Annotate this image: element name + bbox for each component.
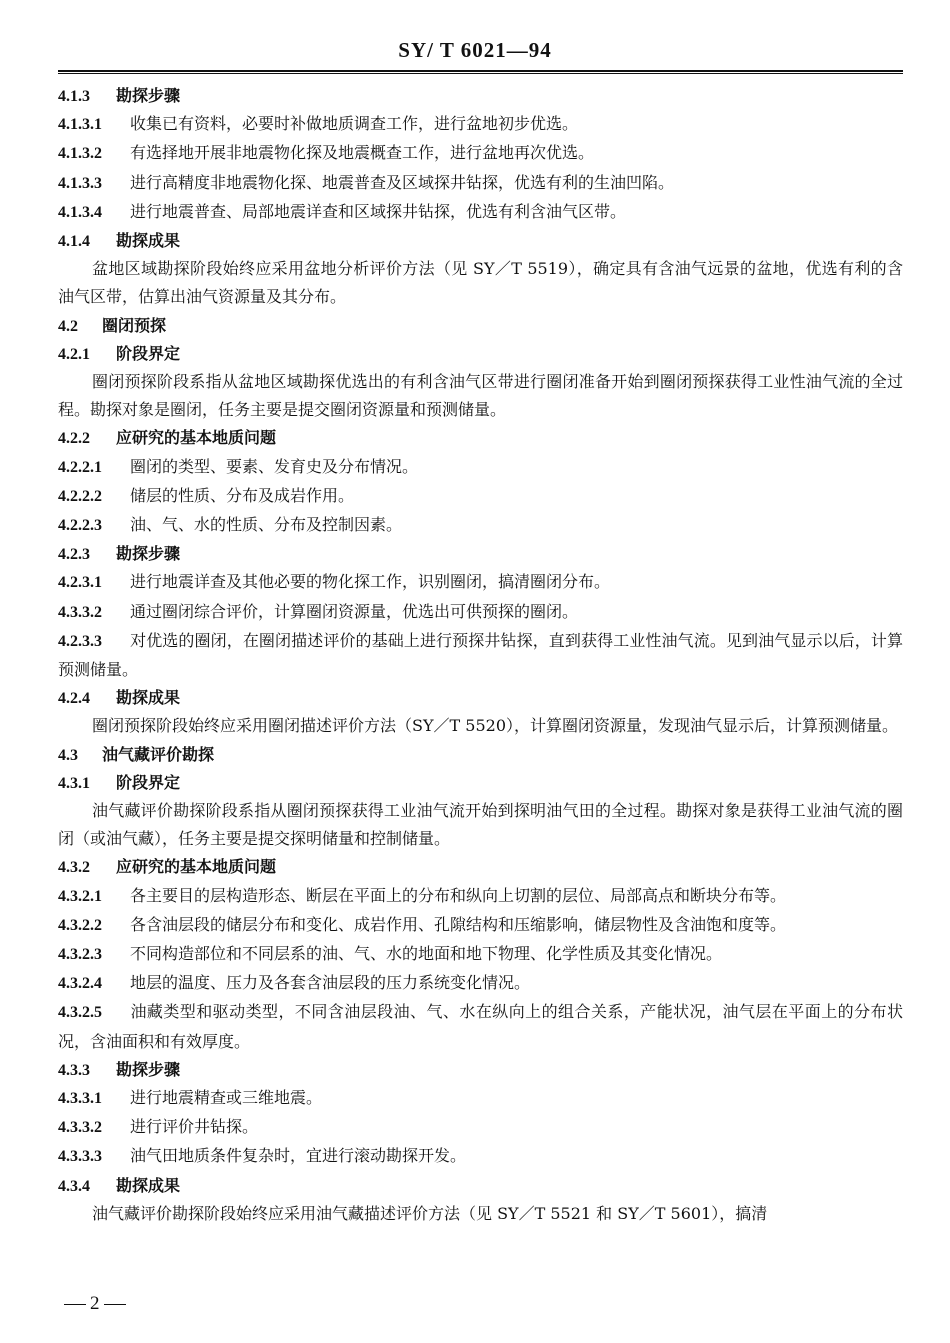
section-title: 应研究的基本地质问题	[116, 428, 277, 448]
section-heading	[58, 340, 903, 368]
section-title: 油气藏评价勘探	[102, 744, 215, 764]
clause	[58, 139, 903, 168]
clause-text: 通过圈闭综合评价，计算圈闭资源量，优选出可供预探的圈闭。	[130, 601, 579, 621]
clause-number: 4.1.3.2	[58, 145, 102, 163]
page-footer	[60, 1293, 130, 1315]
clause-number: 4.3.2.3	[58, 945, 102, 963]
section-heading	[58, 82, 903, 110]
paragraph: 油气藏评价勘探阶段始终应采用油气藏描述评价方法（见 SY／T 5521 和 SY／T 5601），搞清	[92, 1203, 768, 1223]
page-number: 2	[90, 1293, 100, 1314]
clause-number: 4.2.2.1	[58, 458, 102, 476]
clause-number: 4.3.3.2	[58, 1119, 102, 1137]
footer-dash	[64, 1304, 86, 1305]
section-heading	[58, 312, 903, 340]
footer-dash	[104, 1304, 126, 1305]
clause	[58, 911, 903, 940]
clause-text: 不同构造部位和不同层系的油、气、水的地面和地下物理、化学性质及其变化情况。	[130, 943, 723, 963]
clause-text: 进行地震普查、局部地震详查和区域探井钻探，优选有利含油气区带。	[130, 201, 627, 221]
section-heading	[58, 1172, 903, 1200]
clause-number: 4.3.2.4	[58, 975, 102, 993]
section-number: 4.2.1	[58, 345, 90, 363]
clause-text: 有选择地开展非地震物化探及地震概查工作，进行盆地再次优选。	[130, 143, 595, 163]
section-title: 勘探成果	[116, 231, 181, 250]
section-title: 阶段界定	[116, 343, 181, 363]
section-heading	[58, 540, 903, 568]
clause-number: 4.3.2.2	[58, 916, 102, 934]
paragraph: 盆地区域勘探阶段始终应采用盆地分析评价方法（见 SY／T 5519），确定具有含油气远景的盆地，优选有利的含油气区带，估算出油气资源量及其分布。	[58, 259, 903, 307]
section-title: 勘探步骤	[116, 544, 181, 564]
clause-number: 4.3.2.1	[58, 887, 102, 905]
clause-number: 4.1.3.1	[58, 116, 102, 134]
clause-number: 4.2.2.3	[58, 516, 102, 534]
header-rule-thin	[58, 73, 903, 74]
clause	[58, 598, 903, 627]
clause	[58, 110, 903, 139]
section-title: 勘探步骤	[116, 86, 181, 105]
section-heading	[58, 227, 903, 255]
paragraph: 圈闭预探阶段系指从盆地区域勘探优选出的有利含油气区带进行圈闭准备开始到圈闭预探获得工业性油气流的全过程。勘探对象是圈闭，任务主要是提交圈闭资源量和预测储量。	[58, 371, 903, 420]
clause-text: 进行地震详查及其他必要的物化探工作，识别圈闭，搞清圈闭分布。	[130, 572, 611, 592]
section-heading	[58, 684, 903, 712]
clause	[58, 453, 903, 482]
clause	[58, 627, 903, 684]
clause	[58, 998, 903, 1055]
clause-text: 进行高精度非地震物化探、地震普查及区域探井钻探，优选有利的生油凹陷。	[130, 172, 675, 192]
section-title: 勘探步骤	[116, 1059, 181, 1079]
clause	[58, 1084, 903, 1113]
section-number: 4.3	[58, 746, 78, 764]
section-number: 4.1.3	[58, 88, 90, 105]
clause	[58, 482, 903, 511]
header-rule	[58, 70, 903, 72]
document-body	[58, 82, 903, 1228]
section-number: 4.3.2	[58, 859, 90, 877]
clause-number: 4.1.3.3	[58, 174, 102, 192]
section-heading	[58, 769, 903, 797]
clause-text: 油藏类型和驱动类型，不同含油层段油、气、水在纵向上的组合关系，产能状况，油气层在平面上的分布状况，含油面积和有效厚度。	[58, 1002, 903, 1051]
clause	[58, 1142, 903, 1171]
clause-text: 收集已有资料，必要时补做地质调查工作，进行盆地初步优选。	[130, 114, 579, 134]
section-title: 勘探成果	[116, 688, 181, 708]
clause-text: 各含油层段的储层分布和变化、成岩作用、孔隙结构和压缩影响，储层物性及含油饱和度等。	[130, 914, 787, 934]
section-number: 4.1.4	[58, 233, 90, 250]
clause	[58, 1113, 903, 1142]
document-header: SY/ T 6021—94	[398, 38, 552, 62]
clause-number: 4.2.2.2	[58, 487, 102, 505]
section-heading	[58, 741, 903, 769]
clause-number: 4.3.3.1	[58, 1089, 102, 1107]
section-number: 4.2.2	[58, 430, 90, 448]
paragraph: 油气藏评价勘探阶段系指从圈闭预探获得工业油气流开始到探明油气田的全过程。勘探对象是获得工业油气流的圈闭（或油气藏），任务主要是提交探明储量和控制储量。	[58, 800, 903, 849]
clause	[58, 169, 903, 198]
clause-text: 储层的性质、分布及成岩作用。	[130, 485, 355, 505]
clause	[58, 568, 903, 597]
clause-number: 4.3.3.3	[58, 1148, 102, 1166]
section-title: 阶段界定	[116, 772, 181, 792]
clause	[58, 882, 903, 911]
clause	[58, 511, 903, 540]
section-title: 应研究的基本地质问题	[116, 857, 277, 877]
section-number: 4.3.3	[58, 1061, 90, 1079]
clause-text: 油、气、水的性质、分布及控制因素。	[130, 514, 403, 534]
section-number: 4.2.3	[58, 546, 90, 564]
clause-number: 4.2.3.3	[58, 632, 102, 650]
clause-number: 4.3.2.5	[58, 1004, 102, 1022]
clause-number: 4.2.3.1	[58, 574, 102, 592]
clause-text: 圈闭的类型、要素、发育史及分布情况。	[130, 456, 419, 476]
clause-text: 进行评价井钻探。	[130, 1117, 259, 1137]
paragraph: 圈闭预探阶段始终应采用圈闭描述评价方法（SY／T 5520），计算圈闭资源量，发现油气显示后，计算预测储量。	[92, 716, 899, 736]
clause-text: 油气田地质条件复杂时，宜进行滚动勘探开发。	[130, 1146, 467, 1166]
clause-text: 各主要目的层构造形态、断层在平面上的分布和纵向上切割的层位、局部高点和断块分布等。	[130, 885, 787, 905]
section-number: 4.2.4	[58, 690, 90, 708]
section-heading	[58, 1056, 903, 1084]
section-heading	[58, 853, 903, 881]
section-heading	[58, 424, 903, 452]
clause	[58, 940, 903, 969]
section-number: 4.3.4	[58, 1177, 90, 1195]
section-title: 勘探成果	[116, 1175, 181, 1195]
clause	[58, 969, 903, 998]
clause-number: 4.1.3.4	[58, 203, 102, 221]
section-number: 4.2	[58, 317, 78, 335]
clause	[58, 198, 903, 227]
clause-text: 进行地震精查或三维地震。	[130, 1087, 323, 1107]
section-number: 4.3.1	[58, 774, 90, 792]
section-title: 圈闭预探	[102, 315, 167, 335]
clause-number: 4.3.3.2	[58, 603, 102, 621]
clause-text: 对优选的圈闭，在圈闭描述评价的基础上进行预探井钻探，直到获得工业性油气流。见到油气显示以后，计算预测储量。	[58, 630, 903, 679]
clause-text: 地层的温度、压力及各套含油层段的压力系统变化情况。	[130, 973, 531, 993]
